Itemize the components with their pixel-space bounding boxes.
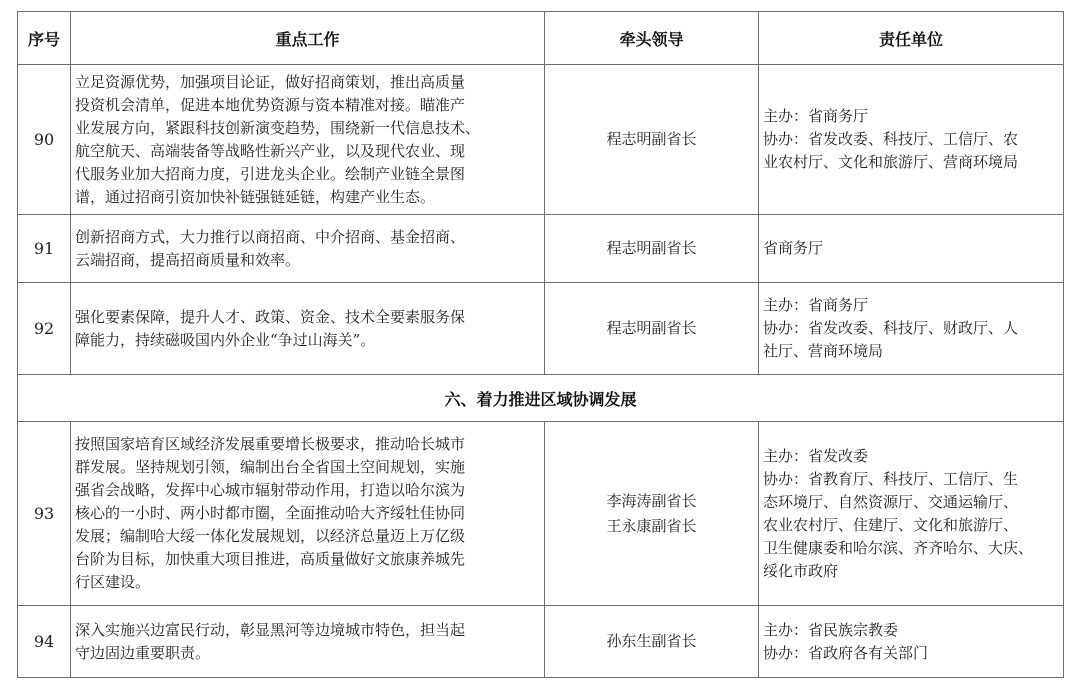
key-work-cell-line: 强省会战略，发挥中心城市辐射带动作用，打造以哈尔滨为 — [75, 481, 466, 499]
lead-official-cell — [545, 606, 759, 678]
responsible-unit-cell-line: 主办：省商务厅 — [763, 107, 869, 125]
key-work-cell — [71, 215, 545, 283]
key-work-cell — [71, 65, 545, 215]
lead-official-cell — [545, 215, 759, 283]
row-number: 93 — [18, 422, 71, 606]
key-work-cell-line: 谱，通过招商引资加快补链强链延链，构建产业生态。 — [75, 187, 436, 206]
table-row — [18, 65, 1064, 215]
table-row — [18, 422, 1064, 606]
row-number: 94 — [18, 606, 71, 678]
key-work-cell-line: 立足资源优势，加强项目论证，做好招商策划，推出高质量 — [75, 72, 466, 91]
key-work-cell-line: 业发展方向，紧跟科技创新演变趋势，围绕新一代信息技术、 — [75, 118, 481, 137]
key-work-cell-line: 群发展。坚持规划引领，编制出台全省国土空间规划，实施 — [75, 458, 466, 476]
responsible-unit-cell-line: 卫生健康委和哈尔滨、齐齐哈尔、大庆、 — [763, 538, 1034, 557]
key-work-cell — [71, 283, 545, 375]
responsible-unit-cell-line: 主办：省商务厅 — [763, 296, 869, 314]
lead-official-cell-line: 程志明副省长 — [606, 130, 697, 148]
responsible-unit-cell — [759, 283, 1064, 375]
lead-official-cell-line: 孙东生副省长 — [606, 632, 697, 650]
section-heading: 六、着力推进区域协调发展 — [18, 375, 1064, 422]
responsible-unit-cell-line: 态环境厅、自然资源厅、交通运输厅、 — [763, 492, 1019, 511]
row-number: 92 — [18, 283, 71, 375]
responsible-unit-cell-line: 主办：省发改委 — [763, 446, 869, 465]
key-work-cell-line: 核心的一小时、两小时都市圈，全面推动哈大齐绥牡佳协同 — [75, 504, 466, 522]
key-work-cell-line: 航空航天、高端装备等战略性新兴产业，以及现代农业、现 — [75, 141, 466, 160]
key-work-cell-line: 障能力，持续磁吸国内外企业“争过山海关”。 — [75, 330, 376, 349]
responsible-unit-cell — [759, 606, 1064, 678]
header-responsible-unit: 责任单位 — [759, 12, 1064, 65]
key-work-cell-line: 行区建设。 — [75, 573, 151, 591]
lead-official-cell-line: 程志明副省长 — [606, 319, 697, 337]
table-row — [18, 283, 1064, 375]
key-work-cell-line: 强化要素保障，提升人才、政策、资金、技术全要素服务保 — [75, 307, 466, 326]
header-key-work: 重点工作 — [71, 12, 545, 65]
responsible-unit-cell-line: 协办：省教育厅、科技厅、工信厅、生 — [763, 469, 1019, 488]
responsible-unit-cell-line: 协办：省政府各有关部门 — [763, 643, 929, 662]
key-work-cell-line: 投资机会清单，促进本地优势资源与资本精准对接。瞄准产 — [75, 95, 466, 114]
key-work-cell-line: 云端招商，提高招商质量和效率。 — [75, 250, 301, 269]
key-work-cell-line: 台阶为目标，加快重大项目推进，高质量做好文旅康养城先 — [75, 550, 466, 568]
lead-official-cell — [545, 65, 759, 215]
header-seq: 序号 — [18, 12, 71, 65]
header-lead-official: 牵头领导 — [545, 12, 759, 65]
lead-official-cell — [545, 283, 759, 375]
responsible-unit-cell-line: 省商务厅 — [763, 239, 824, 257]
table-row — [18, 215, 1064, 283]
row-number: 91 — [18, 215, 71, 283]
key-work-cell-line: 按照国家培育区域经济发展重要增长极要求，推动哈长城市 — [75, 435, 466, 453]
responsible-unit-cell-line: 农业农村厅、住建厅、文化和旅游厅、 — [763, 515, 1019, 534]
responsible-unit-cell — [759, 65, 1064, 215]
key-work-cell-line: 守边固边重要职责。 — [75, 643, 211, 662]
row-number: 90 — [18, 65, 71, 215]
responsible-unit-cell-line: 主办：省民族宗教委 — [763, 620, 899, 639]
key-work-cell-line: 代服务业加大招商力度，引进龙头企业。绘制产业链全景图 — [75, 164, 466, 183]
section-row — [18, 375, 1064, 422]
key-work-cell-line: 深入实施兴边富民行动，彰显黑河等边境城市特色，担当起 — [75, 620, 466, 639]
responsible-unit-cell-line: 社厅、营商环境局 — [763, 342, 884, 360]
responsible-unit-cell-line: 协办：省发改委、科技厅、财政厅、人 — [763, 319, 1019, 337]
table-row — [18, 606, 1064, 678]
work-task-document — [17, 11, 1063, 678]
lead-official-cell-line: 李海涛副省长 — [606, 491, 697, 510]
task-table — [17, 11, 1064, 678]
key-work-cell-line: 发展；编制哈大绥一体化发展规划，以经济总量迈上万亿级 — [75, 527, 466, 545]
key-work-cell — [71, 422, 545, 606]
lead-official-cell — [545, 422, 759, 606]
key-work-cell-line: 创新招商方式，大力推行以商招商、中介招商、基金招商、 — [75, 227, 466, 246]
key-work-cell — [71, 606, 545, 678]
lead-official-cell-line: 程志明副省长 — [606, 239, 697, 257]
responsible-unit-cell-line: 协办：省发改委、科技厅、工信厅、农 — [763, 130, 1019, 148]
table-header-row — [18, 12, 1064, 65]
responsible-unit-cell — [759, 422, 1064, 606]
lead-official-cell-line: 王永康副省长 — [606, 516, 697, 535]
responsible-unit-cell-line: 业农村厅、文化和旅游厅、营商环境局 — [763, 153, 1019, 171]
responsible-unit-cell-line: 绥化市政府 — [763, 561, 839, 580]
responsible-unit-cell — [759, 215, 1064, 283]
